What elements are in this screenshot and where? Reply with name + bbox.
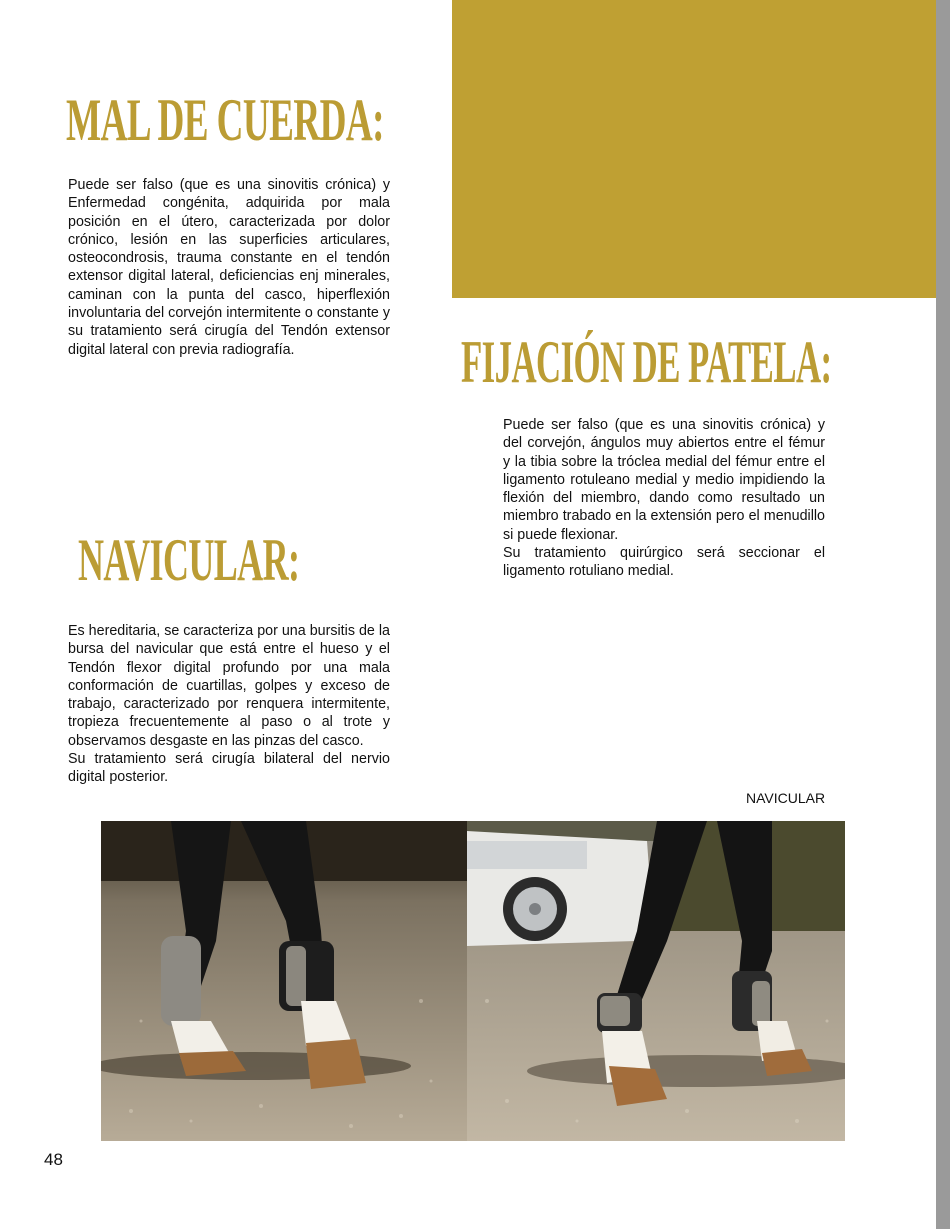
page-number: 48 — [44, 1150, 63, 1169]
page-edge-strip — [936, 0, 950, 1229]
horse-legs-illustration — [101, 821, 467, 1141]
heading-navicular: NAVICULAR: — [78, 527, 300, 593]
text-fijacion-de-patela — [503, 416, 825, 581]
horse-legs-car-illustration — [467, 821, 845, 1141]
heading-fijacion-de-patela: FIJACIÓN DE PATELA: — [461, 329, 832, 395]
paragraph: Su tratamiento quirúrgico será seccionar el ligamento rotuliano medial. — [503, 545, 825, 580]
paragraph: Puede ser falso (que es una sinovitis crónica) y del corvejón, ángulos muy abiertos entre el fémur y la tibia sobre la tróclea medial del fémur entre el ligamento rotuleano medial y medio impidiendo la flexión del miembro, dando como resultado un miembro trabado en la extensión pero el menudillo si puede flexionar. — [503, 417, 825, 543]
gold-color-block — [452, 0, 936, 298]
paragraph: Es hereditaria, se caracteriza por una bursitis de la bursa del navicular que está entre el hueso y el Tendón flexor digital profundo por una mala conformación de cuartillas, golpes y exceso de trabajo, caracterizado por renquera intermitente, tropieza frecuentemente al paso o al trote y observamos desgaste en las pinzas del casco. — [68, 623, 390, 749]
paragraph: Puede ser falso (que es una sinovitis crónica) y Enfermedad congénita, adquirida por mala posición en el útero, caracterizada por dolor crónico, lesión en las superficies articulares, osteocondrosis, trauma constante en el tendón extensor digital lateral, deficiencias enj minerales, caminan con la punta del casco, hiperflexión involuntaria del corvejón intermitente o constante y su tratamiento será cirugía del Tendón extensor digital lateral con previa radiografía. — [68, 177, 390, 358]
horse-legs-photo-right — [467, 821, 845, 1141]
horse-legs-photo-left — [101, 821, 467, 1141]
paragraph: Su tratamiento será cirugía bilateral del nervio digital posterior. — [68, 751, 390, 786]
text-mal-de-cuerda — [68, 176, 390, 359]
photo-caption: NAVICULAR — [746, 790, 826, 806]
heading-mal-de-cuerda: MAL DE CUERDA: — [66, 87, 384, 153]
text-navicular — [68, 622, 390, 787]
